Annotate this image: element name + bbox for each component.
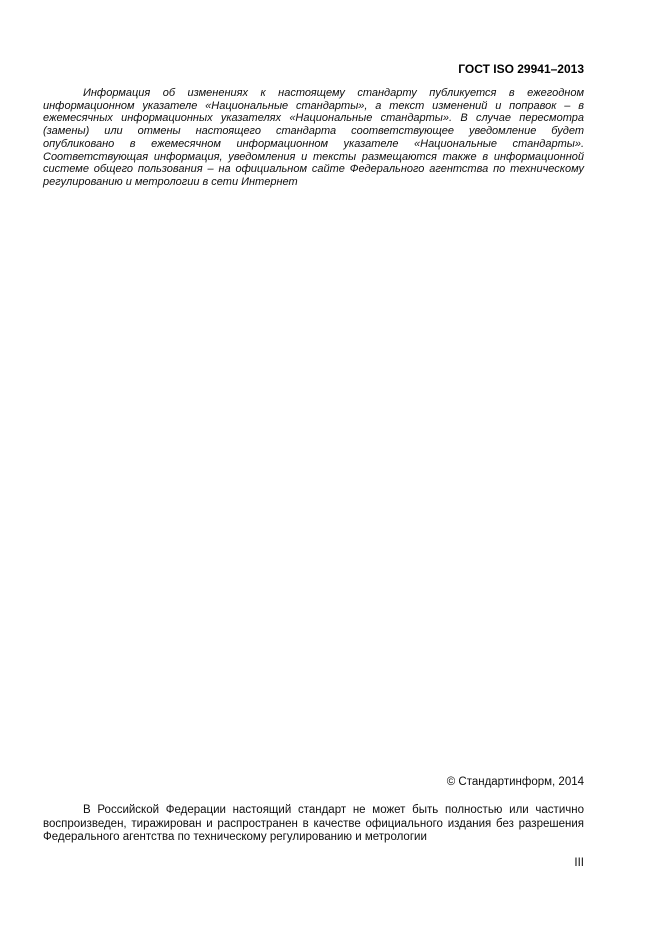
- text-line: информационном указателе «Национальные стандарты», а текст изменений и поправок – в: [43, 99, 584, 112]
- text-line: (замены) или отмены настоящего стандарта соответствующее уведомление будет: [43, 125, 584, 138]
- page-number: III: [574, 857, 584, 869]
- text-line: Информация об изменениях к настоящему стандарту публикуется в ежегодном: [83, 87, 584, 99]
- text-line: ежемесячных информационных указателях «Национальные стандарты». В случае пересмотра: [43, 112, 584, 125]
- standard-number-header: ГОСТ ISO 29941–2013: [458, 62, 584, 76]
- copyright-notice: © Стандартинформ, 2014: [446, 776, 584, 788]
- text-line: регулированию и метрологии в сети Интернет: [43, 175, 298, 188]
- text-line: Соответствующая информация, уведомления и тексты размещаются также в информационной: [43, 150, 584, 163]
- text-line: опубликовано в ежемесячном информационном указателе «Национальные стандарты».: [43, 137, 584, 150]
- text-line: воспроизведен, тиражирован и распространен в качестве официального издания без разрешения: [43, 817, 584, 830]
- text-line: системе общего пользования – на официальном сайте Федерального агентства по техническому: [43, 163, 584, 176]
- text-line: В Российской Федерации настоящий стандарт не может быть полностью или частично: [83, 804, 584, 816]
- publication-info-notice: [43, 87, 584, 189]
- reproduction-restriction-notice: [43, 804, 584, 845]
- text-line: Федерального агентства по техническому регулированию и метрологии: [43, 831, 427, 843]
